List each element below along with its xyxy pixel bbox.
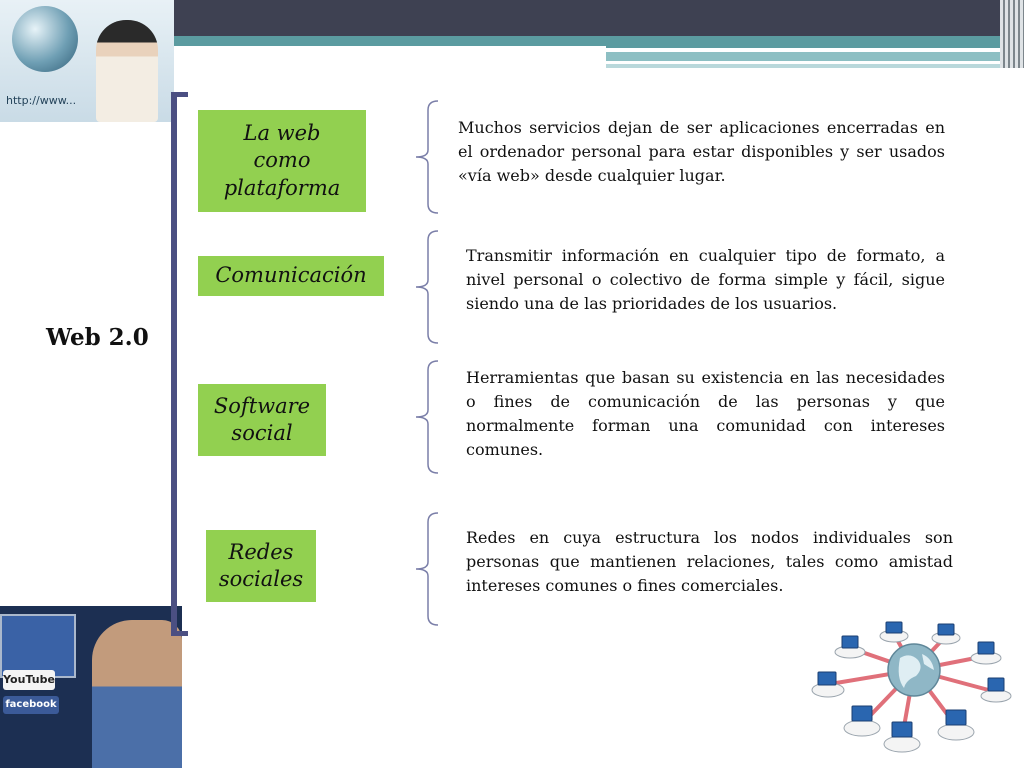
network-globe-icon [806,618,1020,766]
url-caption: http://www... [6,94,77,107]
main-bracket [170,92,190,636]
description-comunicacion: Transmitir información en cualquier tipo de formato, a nivel personal o colectivo de forma simple y fácil, sigue siendo una de las prioridades de los usuarios. [466,246,945,313]
globe-icon [12,6,78,72]
description-plataforma: Muchos servicios dejan de ser aplicaciones encerradas en el ordenador personal para estar disponibles y ser usados «vía web» desde cualquier lugar. [458,118,945,185]
item-bracket [412,360,440,474]
concept-box-plataforma: La web como plataforma [198,110,366,212]
monitor-screen [0,614,76,678]
page-title: Web 2.0 [46,324,149,351]
top-banner [174,0,1004,36]
item-bracket [412,230,440,344]
businesswoman-photo [0,0,174,122]
teal-stripe-pale [606,64,1004,68]
corner-stripes [1000,0,1024,68]
teal-stripe-light [606,52,1004,61]
concept-box-software-social: Software social [198,384,326,456]
facebook-logo: facebook [3,696,59,714]
computer-user-photo [0,606,182,768]
item-bracket [412,100,440,214]
youtube-logo: YouTube [3,670,55,690]
description-redes-sociales: Redes en cuya estructura los nodos individuales son personas que mantienen relaciones, tales como amistad intereses comunes o fines comerciales. [466,528,953,595]
concept-box-comunicacion: Comunicación [198,256,384,296]
white-divider [174,46,606,49]
man-figure [92,620,182,768]
woman-figure [96,20,158,122]
concept-box-redes-sociales: Redes sociales [206,530,316,602]
item-bracket [412,512,440,626]
description-software-social: Herramientas que basan su existencia en las necesidades o fines de comunicación de las personas y que normalmente forman una comunidad con intereses comunes. [466,368,945,459]
